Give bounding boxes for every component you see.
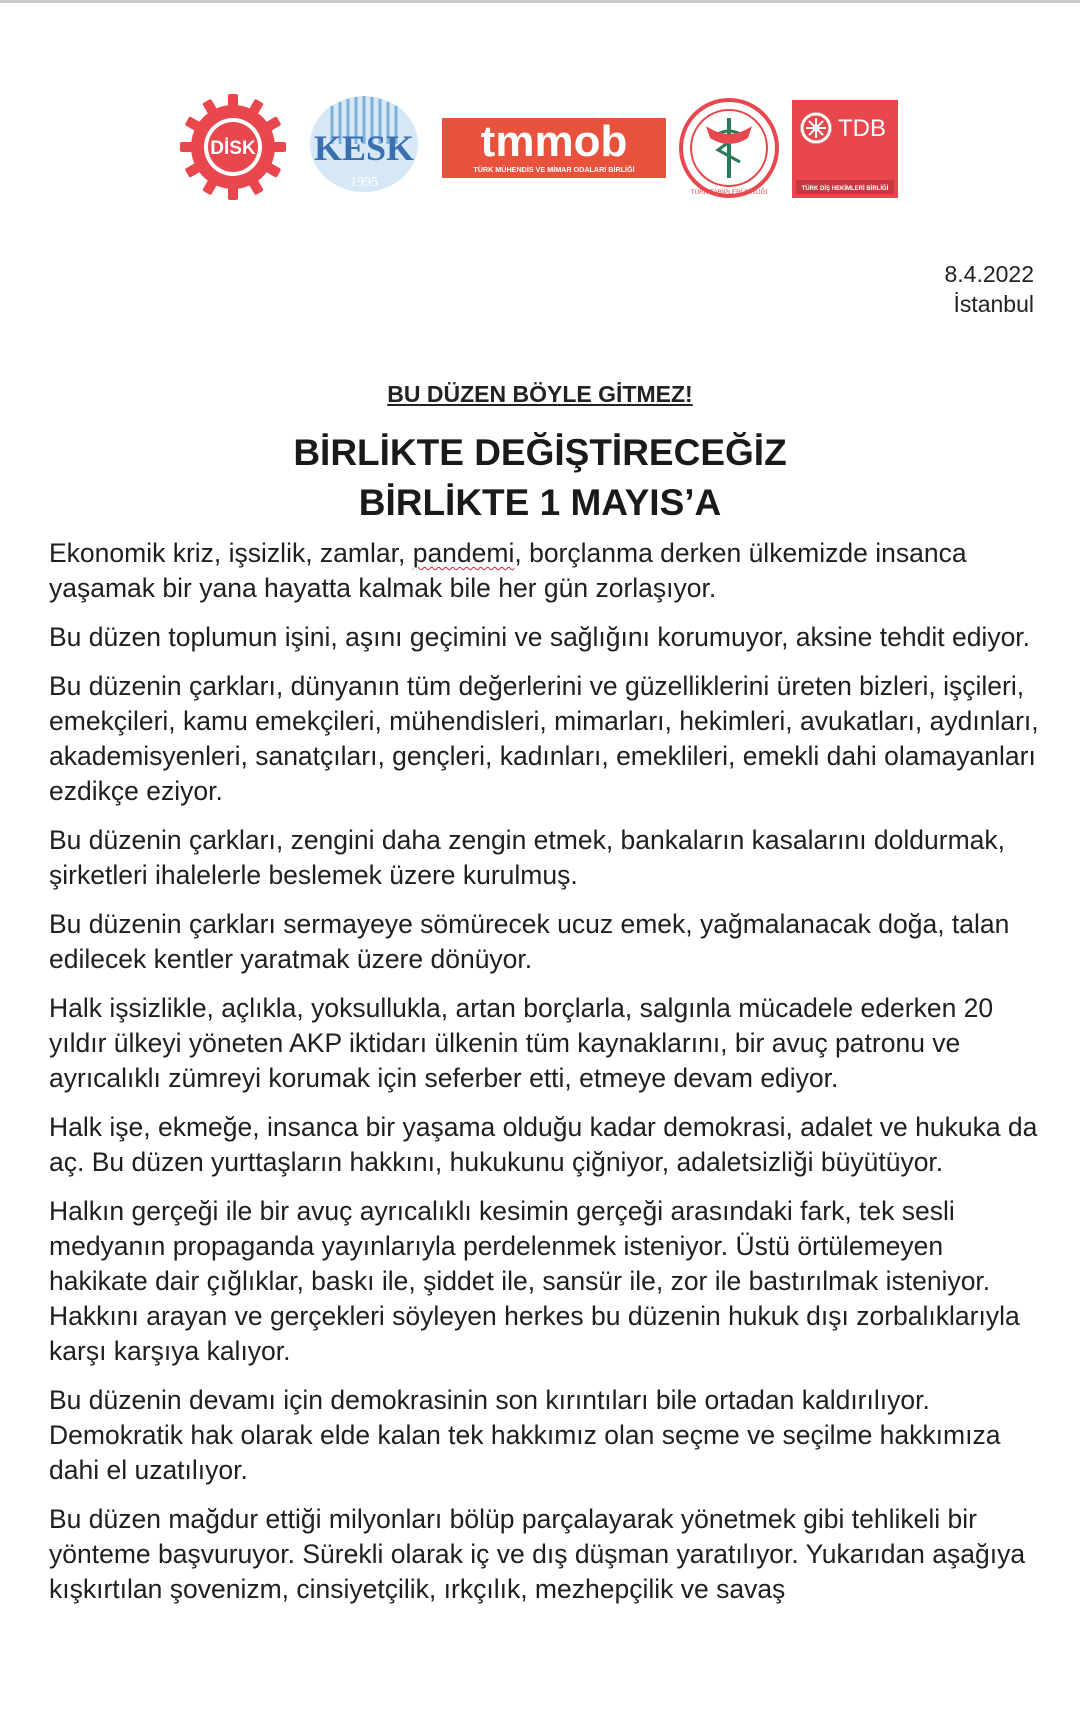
paragraph: Bu düzenin çarkları, zengini daha zengin etmek, bankaların kasalarını doldurmak, şirketleri ihalelerle beslemek üzere kurulmuş. [49,825,1006,890]
spellcheck-marked-word: pandemi [412,538,515,568]
kesk-logo [302,94,426,202]
svg-text:TÜRK TABİPLERİ BİRLİĞİ: TÜRK TABİPLERİ BİRLİĞİ [690,189,768,196]
top-border [0,0,1080,3]
title-line-1: BİRLİKTE DEĞİŞTİRECEĞİZ [293,432,787,473]
title-line-2: BİRLİKTE 1 MAYIS’A [358,482,722,523]
paragraph: Bu düzen toplumun işini, aşını geçimini ve sağlığını korumuyor, aksine tehdit ediyor. [49,622,1031,652]
paragraph: Bu düzen mağdur ettiği milyonları bölüp parçalayarak yönetmek gibi tehlikeli bir yönteme başvuruyor. Sürekli olarak iç ve dış düşman yaratılıyor. Yukarıdan aşağıya kışkırtılan şovenizm, cinsiyetçilik, ırkçılık, mezhepçilik ve savaş [49,1504,1026,1604]
city-text: İstanbul [953,291,1034,317]
paragraph: Bu düzenin çarkları sermayeye sömürecek ucuz emek, yağmalanacak doğa, talan edilecek kentler yaratmak üzere dönüyor. [49,909,1010,974]
svg-text:DİSK: DİSK [210,138,256,159]
svg-text:TÜRK MÜHENDİS VE MİMAR ODALARI: TÜRK MÜHENDİS VE MİMAR ODALARI BİRLİĞİ [473,165,635,174]
svg-text:TDB: TDB [838,115,886,142]
paragraph: Halk işe, ekmeğe, insanca bir yaşama olduğu kadar demokrasi, adalet ve hukuka da aç. Bu düzen yurttaşların hakkını, hukukunu çiğniyor, adaletsizliği büyütüyor. [49,1112,1038,1177]
date-location [944,259,1034,319]
subtitle: BU DÜZEN BÖYLE GİTMEZ! [387,381,693,407]
paragraph-text: , borçlanma derken ülkemizde insanca yaşamak bir yana hayatta kalmak bile her gün zorlaşıyor. [49,538,967,603]
logo-bar [180,94,900,206]
date-text: 8.4.2022 [944,261,1034,287]
disk-logo [180,94,286,200]
ttb-logo [678,94,780,202]
paragraph: Halkın gerçeği ile bir avuç ayrıcalıklı kesimin gerçeği arasındaki fark, tek sesli medyanın propaganda yayınlarıyla perdelenmek isteniyor. Üstü örtülemeyen hakikate dair çığlıklar, baskı ile, şiddet ile, sansür ile, zor ile bastırılmak isteniyor. Hakkını arayan ve gerçekleri söyleyen herkes bu düzenin hukuk dışı zorbalıklarıyla karşı karşıya kalıyor. [49,1196,1020,1366]
paragraph-text: Ekonomik kriz, işsizlik, zamlar, [49,538,413,568]
svg-text:tmmob: tmmob [480,118,628,166]
tdb-logo [792,100,898,198]
svg-text:1995: 1995 [350,175,378,190]
page-title [0,428,1080,528]
paragraph: Bu düzenin çarkları, dünyanın tüm değerlerini ve güzelliklerini üreten bizleri, işçileri, emekçileri, kamu emekçileri, mühendisleri, mimarları, hekimleri, avukatları, aydınları, akademisyenleri, sanatçıları, gençleri, kadınları, emeklileri, emekli dahi olamayanları ezdikçe eziyor. [49,671,1039,806]
svg-text:KESK: KESK [313,128,415,168]
svg-text:TÜRK DİŞ HEKİMLERİ BİRLİĞİ: TÜRK DİŞ HEKİMLERİ BİRLİĞİ [801,186,889,192]
document-body [49,536,1044,1621]
paragraph: Bu düzenin devamı için demokrasinin son kırıntıları bile ortadan kaldırılıyor. Demokratik hak olarak elde kalan tek hakkımız olan seçme ve seçilme hakkımıza dahi el uzatılıyor. [49,1385,1001,1485]
paragraph: Halk işsizlikle, açlıkla, yoksullukla, artan borçlarla, salgınla mücadele ederken 20 yıldır ülkeyi yöneten AKP iktidarı ülkenin tüm kaynaklarını, bir avuç patronu ve ayrıcalıklı zümreyi korumak için seferber etti, etmeye devam ediyor. [49,993,994,1093]
paragraph [49,536,1044,606]
tmmob-logo [442,118,666,178]
